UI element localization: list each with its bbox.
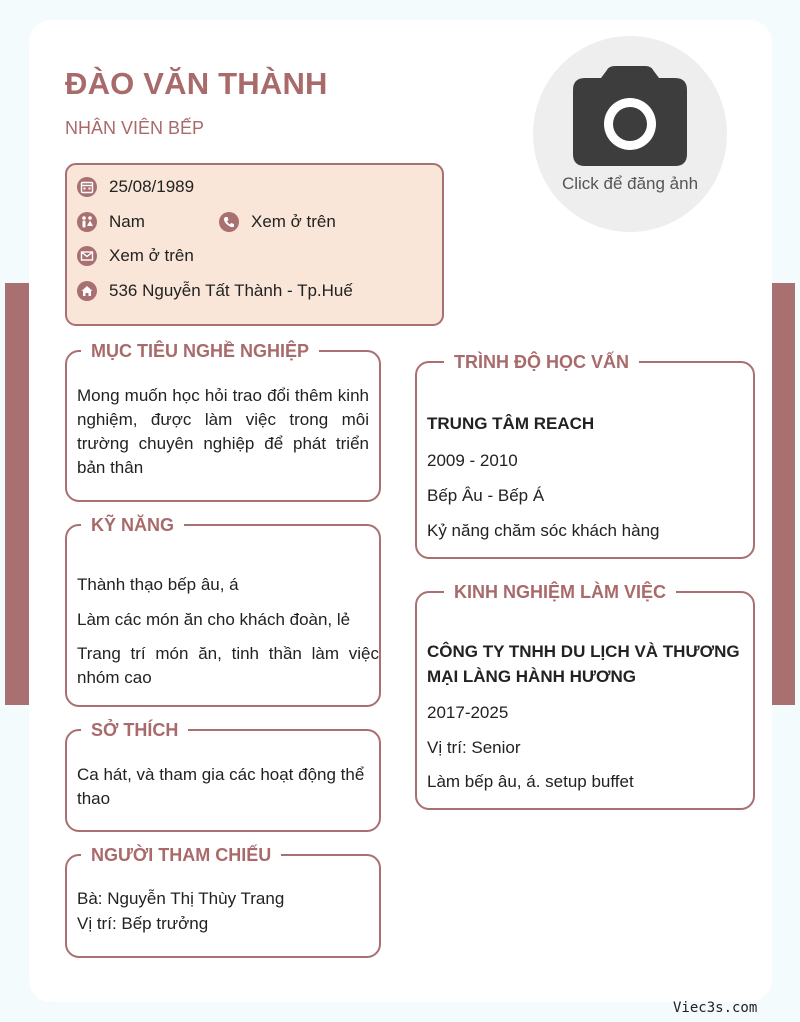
- education-school: TRUNG TÂM REACH: [427, 414, 595, 433]
- phone-value: Xem ở trên: [251, 212, 336, 231]
- photo-upload[interactable]: [533, 36, 727, 232]
- email-icon: [77, 246, 97, 266]
- skills-title: KỸ NĂNG: [81, 513, 184, 537]
- skill-item: Trang trí món ăn, tinh thần làm việc nhóm cao: [77, 644, 379, 687]
- objective-section: [65, 341, 381, 502]
- objective-title: MỤC TIÊU NGHỀ NGHIỆP: [81, 339, 319, 363]
- hobbies-title: SỞ THÍCH: [81, 718, 188, 742]
- reference-position: Vị trí: Bếp trưởng: [77, 914, 209, 933]
- gender-row: [77, 212, 145, 232]
- job-title: NHÂN VIÊN BẾP: [65, 118, 205, 138]
- references-title: NGƯỜI THAM CHIẾU: [81, 843, 281, 867]
- email-row: [77, 246, 194, 266]
- reference-person: Bà: Nguyễn Thị Thùy Trang: [77, 889, 285, 908]
- phone-row: [219, 212, 336, 232]
- objective-text: Mong muốn học hỏi trao đổi thêm kinh nghiệm, được làm việc trong môi trường chuyên nghiệp để phát triển bản thân: [77, 386, 369, 477]
- education-section: [415, 352, 755, 559]
- candidate-name: ĐÀO VĂN THÀNH: [65, 66, 328, 101]
- home-icon: [77, 281, 97, 301]
- experience-position: Vị trí: Senior: [427, 738, 521, 757]
- address-row: [77, 281, 353, 301]
- calendar-icon: [77, 177, 97, 197]
- left-accent-band: [5, 283, 29, 705]
- experience-company: CÔNG TY TNHH DU LỊCH VÀ THƯƠNG MẠI LÀNG HÀNH HƯƠNG: [427, 642, 740, 686]
- skills-section: [65, 515, 381, 707]
- hobbies-text: Ca hát, và tham gia các hoạt động thể thao: [77, 765, 365, 808]
- education-title: TRÌNH ĐỘ HỌC VẤN: [444, 350, 639, 374]
- gender-value: Nam: [109, 212, 145, 231]
- email-value: Xem ở trên: [109, 246, 194, 265]
- gender-icon: [77, 212, 97, 232]
- photo-caption: Click để đăng ảnh: [561, 174, 699, 193]
- references-section: [65, 845, 381, 958]
- contact-info-box: [65, 163, 444, 326]
- experience-period: 2017-2025: [427, 703, 509, 722]
- skill-item: Thành thạo bếp âu, á: [77, 575, 239, 594]
- experience-section: [415, 582, 755, 810]
- birthday-value: 25/08/1989: [109, 177, 195, 196]
- education-period: 2009 - 2010: [427, 451, 518, 470]
- watermark: Viec3s.com: [673, 1000, 758, 1016]
- experience-description: Làm bếp âu, á. setup buffet: [427, 772, 634, 791]
- education-detail: Kỷ năng chăm sóc khách hàng: [427, 521, 660, 540]
- address-value: 536 Nguyễn Tất Thành - Tp.Huế: [109, 281, 353, 300]
- experience-title: KINH NGHIỆM LÀM VIỆC: [444, 580, 676, 604]
- skill-item: Làm các món ăn cho khách đoàn, lẻ: [77, 610, 351, 629]
- hobbies-section: [65, 720, 381, 832]
- birthday-row: [77, 177, 194, 197]
- right-accent-band: [771, 283, 795, 705]
- phone-icon: [219, 212, 239, 232]
- education-major: Bếp Âu - Bếp Á: [427, 486, 545, 505]
- camera-icon: [571, 64, 689, 173]
